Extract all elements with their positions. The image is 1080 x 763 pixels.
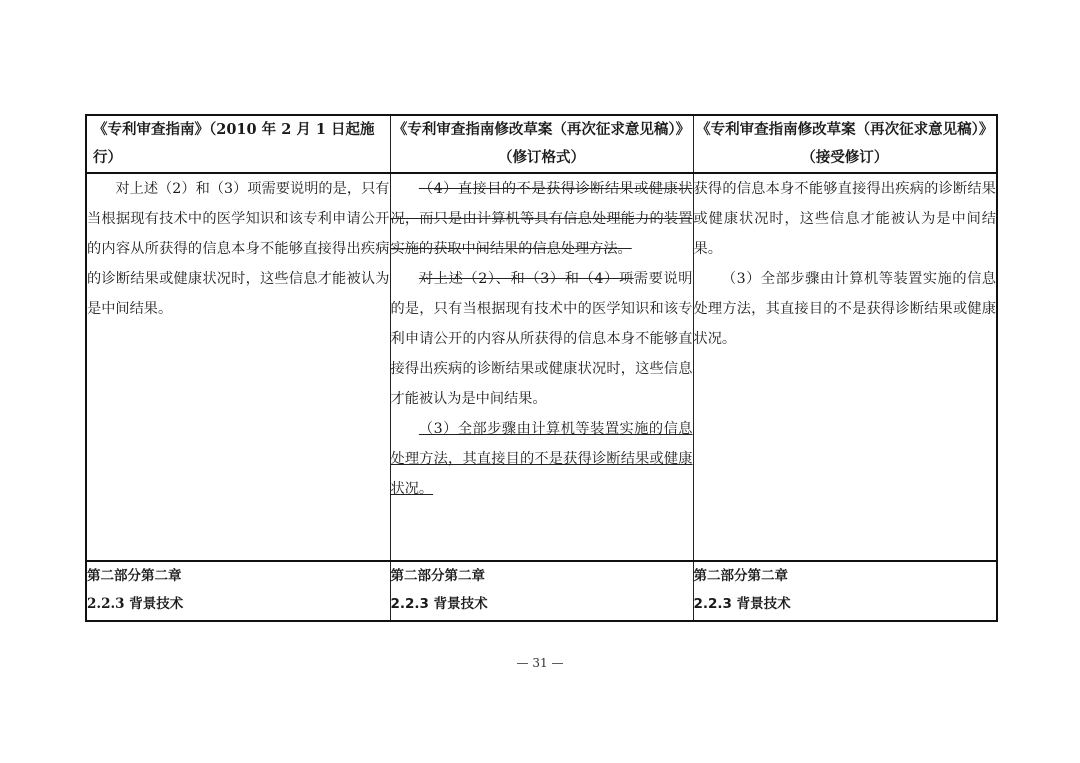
page-number: — 31 — [516,656,564,670]
footer-row [86,561,997,621]
comparison-table [85,114,998,622]
col1-section-ref [86,561,390,621]
col3-paragraph-2: （3）全部步骤由计算机等装置实施的信息处理方法，其直接目的不是获得诊断结果或健康状况。 [693,271,996,347]
deleted-text: （4）直接目的不是获得诊断结果或健康状况，而只是由计算机等具有信息处理能力的装置实施的获取中间结果的信息处理方法。 [390,181,693,257]
col1-part-chapter: 第二部分第二章 [87,568,182,584]
col2-paragraph [391,264,693,414]
header-row [86,115,997,173]
col2-part-chapter: 第二部分第二章 [390,568,485,584]
col2-section-title: 2.2.3 背景技术 [390,596,488,612]
col2-body [390,173,693,561]
col2-section-ref [390,561,693,621]
col1-section-number: 2.2.3 [87,596,125,612]
col1-section-name: 背景技术 [124,596,184,612]
col1-body [86,173,390,561]
col3-section-title: 2.2.3 背景技术 [693,596,791,612]
body-row [86,173,997,561]
col2-deleted-paragraph [391,174,693,264]
inserted-text: （3）全部步骤由计算机等装置实施的信息处理方法，其直接目的不是获得诊断结果或健康状况。 [390,421,693,497]
paragraph-rest-text: 需要说明的是，只有当根据现有技术中的医学知识和该专利申请公开的内容从所获得的信息本身不能够直接得出疾病的诊断结果或健康状况时，这些信息才能被认为是中间结果。 [390,271,693,407]
header-original-guidelines: 《专利审查指南》（2010 年 2 月 1 日起施行） [86,115,390,173]
col3-body [693,173,997,561]
col2-inserted-paragraph [391,414,693,504]
header-revision-tracked: 《专利审查指南修改草案（再次征求意见稿）》（修订格式） [390,115,693,173]
col1-paragraph: 对上述（2）和（3）项需要说明的是，只有当根据现有技术中的医学知识和该专利申请公开的内容从所获得的信息本身不能够直接得出疾病的诊断结果或健康状况时，这些信息才能被认为是中间结果。 [87,181,390,317]
col3-section-ref [693,561,997,621]
deleted-prefix-text: 对上述（2）、和（3）和（4）项 [418,271,634,287]
col3-paragraph-1: 获得的信息本身不能够直接得出疾病的诊断结果或健康状况时，这些信息才能被认为是中间结果。 [693,181,996,257]
col1-section-title [87,590,390,618]
col3-part-chapter: 第二部分第二章 [693,568,788,584]
header-revision-accepted: 《专利审查指南修改草案（再次征求意见稿）》（接受修订） [693,115,997,173]
